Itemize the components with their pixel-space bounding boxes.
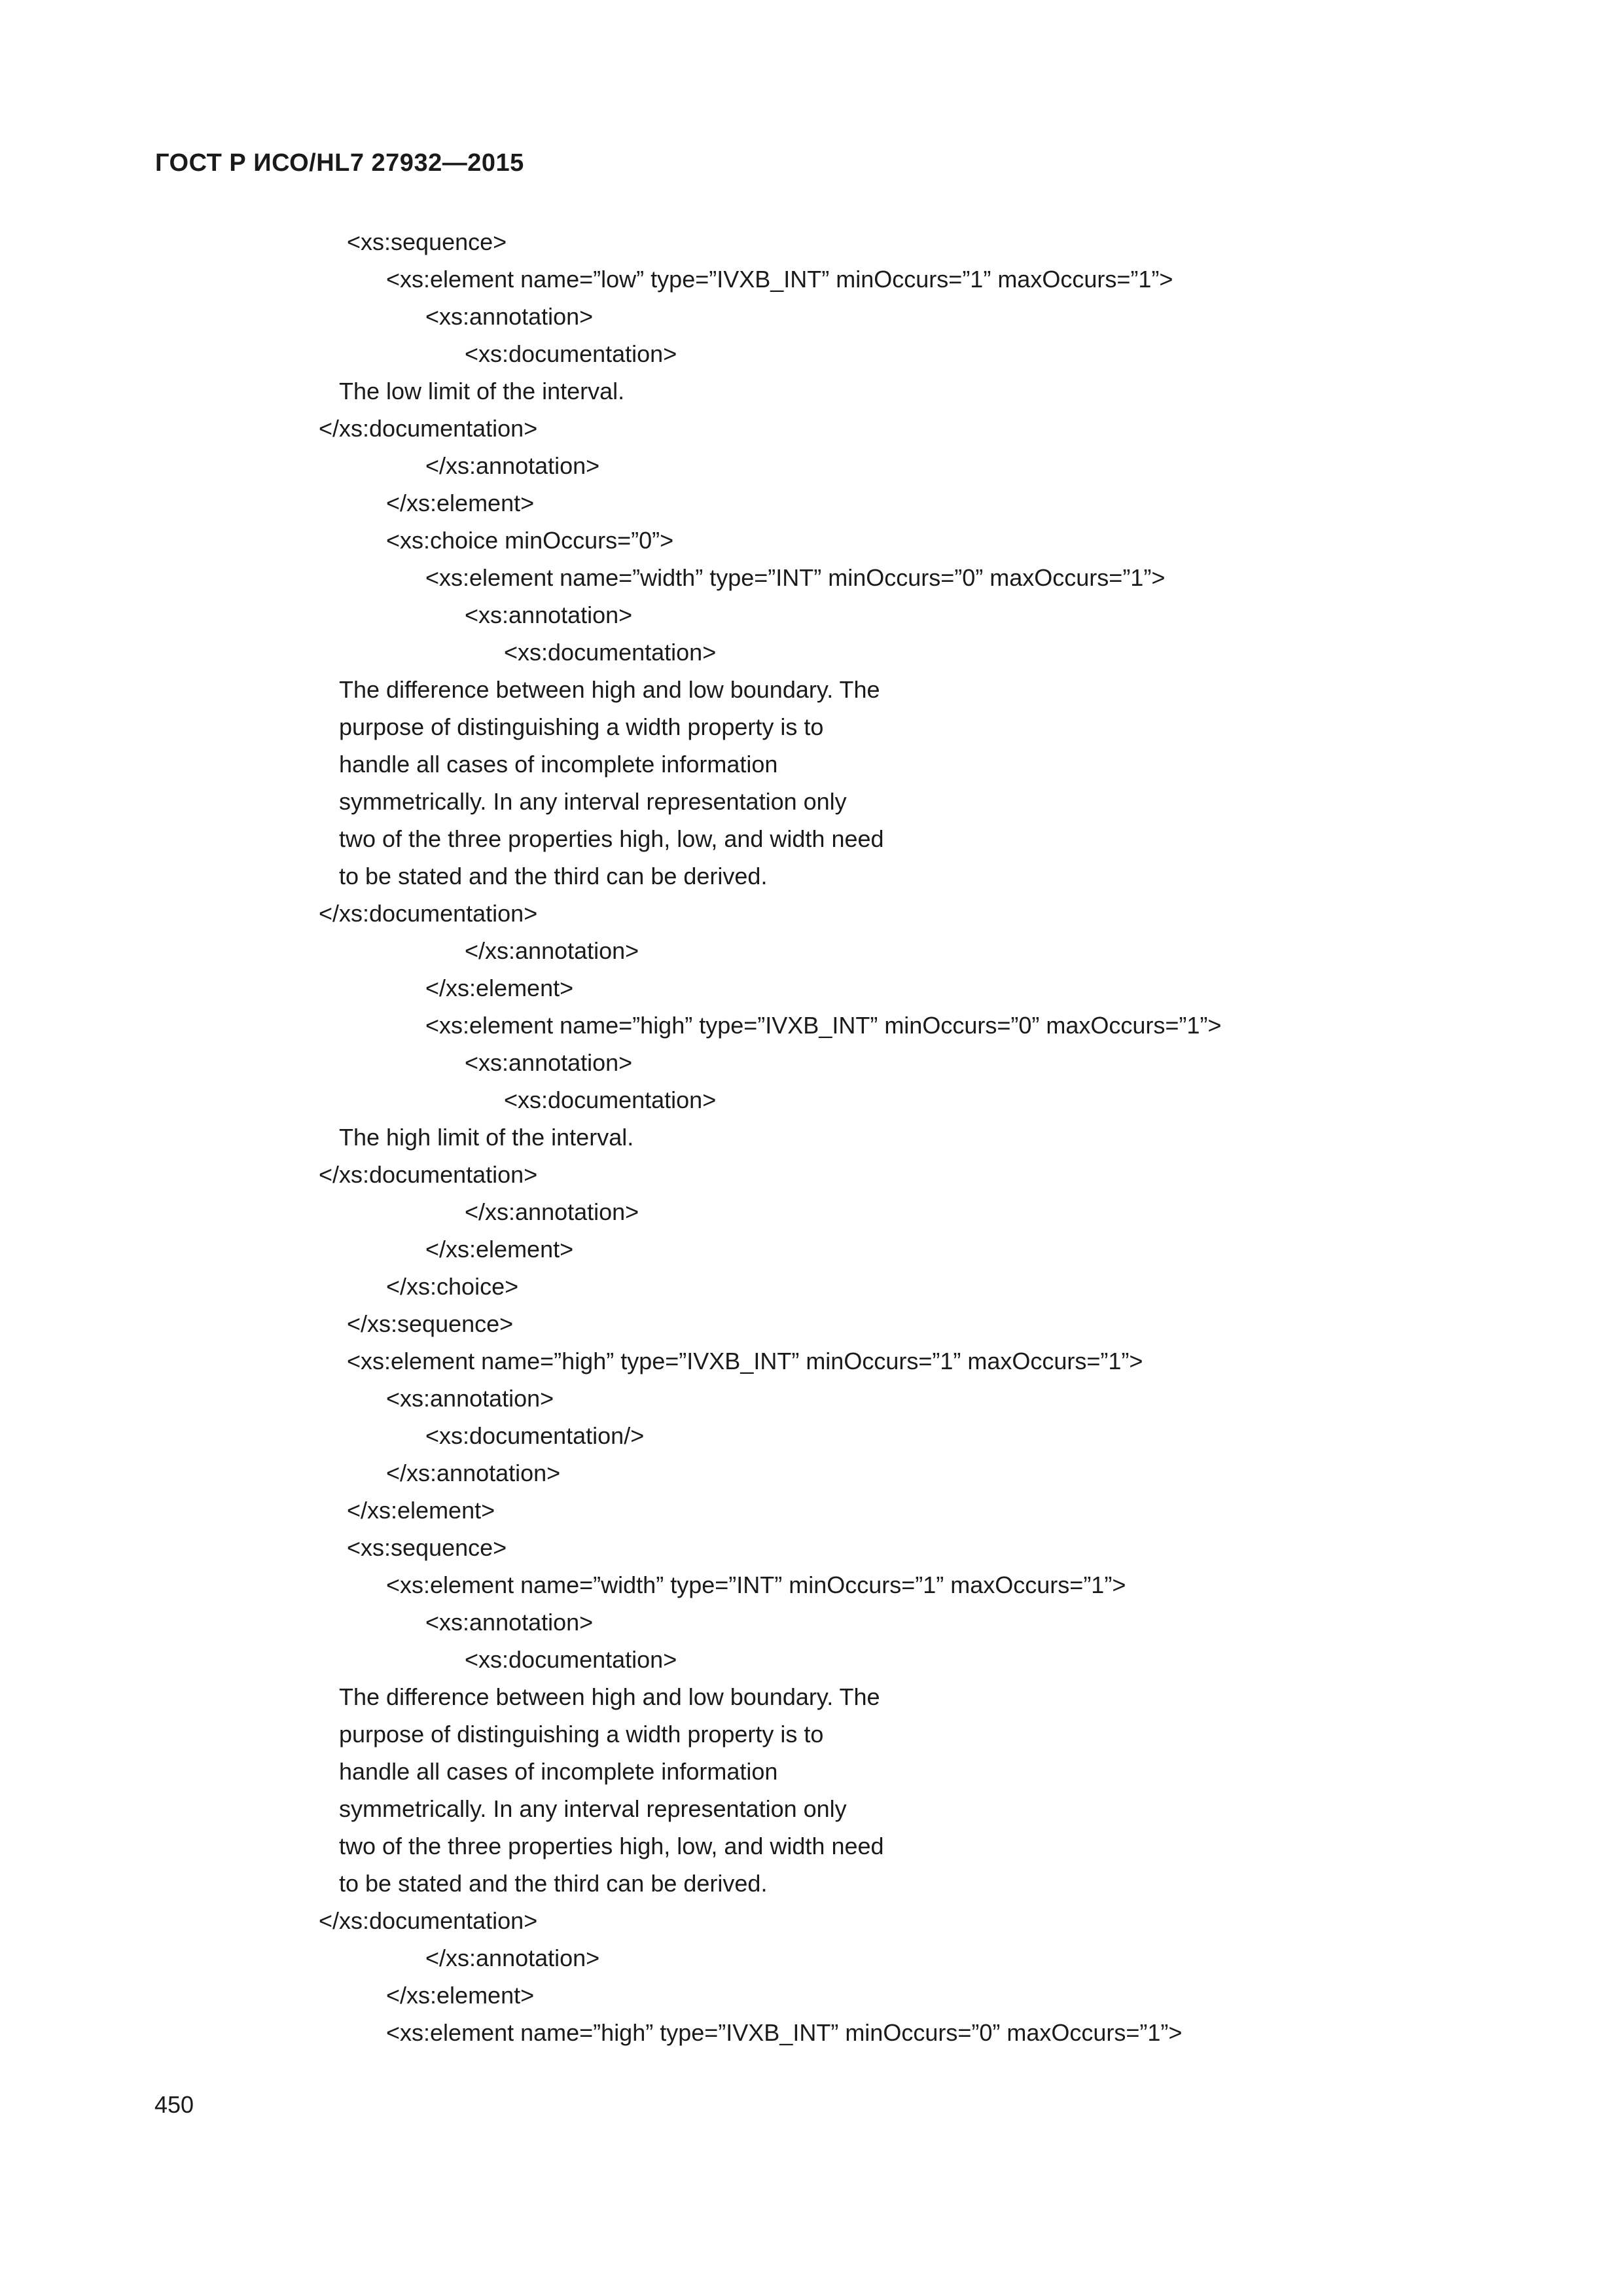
code-line: <xs:element name=”low” type=”IVXB_INT” minOccurs=”1” maxOccurs=”1”>	[386, 266, 1173, 293]
code-line: The difference between high and low boundary. The	[339, 1683, 880, 1710]
code-line: </xs:annotation>	[425, 1945, 600, 1971]
code-line: to be stated and the third can be derived.	[339, 1870, 768, 1897]
code-line: The high limit of the interval.	[339, 1124, 634, 1151]
code-line: <xs:element name=”width” type=”INT” minOccurs=”1” maxOccurs=”1”>	[386, 1571, 1126, 1598]
code-line: <xs:sequence>	[347, 228, 507, 255]
code-line: The low limit of the interval.	[339, 378, 625, 404]
code-line: <xs:element name=”high” type=”IVXB_INT” minOccurs=”1” maxOccurs=”1”>	[347, 1348, 1143, 1374]
code-line: </xs:annotation>	[465, 1198, 639, 1225]
code-line: <xs:element name=”high” type=”IVXB_INT” minOccurs=”0” maxOccurs=”1”>	[386, 2019, 1183, 2046]
code-line: <xs:documentation>	[504, 1086, 717, 1113]
code-line: <xs:annotation>	[465, 1049, 633, 1076]
code-line: </xs:documentation>	[319, 1907, 538, 1934]
code-line: to be stated and the third can be derived.	[339, 863, 768, 889]
code-line: <xs:element name=”high” type=”IVXB_INT” minOccurs=”0” maxOccurs=”1”>	[425, 1012, 1222, 1039]
page-number: 450	[154, 2091, 194, 2118]
code-line: two of the three properties high, low, and width need	[339, 825, 884, 852]
code-line: handle all cases of incomplete information	[339, 1758, 778, 1785]
code-line: </xs:element>	[386, 490, 535, 516]
code-line: </xs:documentation>	[319, 1161, 538, 1188]
page-header-title: ГОСТ Р ИСО/HL7 27932—2015	[155, 149, 524, 177]
code-line: two of the three properties high, low, and width need	[339, 1833, 884, 1859]
code-line: </xs:element>	[425, 975, 574, 1001]
code-line: <xs:sequence>	[347, 1534, 507, 1561]
code-line: <xs:documentation/>	[425, 1422, 645, 1449]
code-line: <xs:element name=”width” type=”INT” minOccurs=”0” maxOccurs=”1”>	[425, 564, 1166, 591]
code-line: </xs:sequence>	[347, 1310, 514, 1337]
code-line: </xs:annotation>	[465, 937, 639, 964]
code-line: The difference between high and low boundary. The	[339, 676, 880, 703]
code-line: <xs:choice minOccurs=”0”>	[386, 527, 674, 554]
code-line: </xs:choice>	[386, 1273, 519, 1300]
code-line: purpose of distinguishing a width property is to	[339, 1721, 824, 1748]
code-line: symmetrically. In any interval representation only	[339, 788, 847, 815]
code-line: symmetrically. In any interval representation only	[339, 1795, 847, 1822]
code-line: </xs:element>	[425, 1236, 574, 1263]
code-line: </xs:annotation>	[386, 1460, 561, 1486]
code-line: </xs:documentation>	[319, 900, 538, 927]
code-line: </xs:element>	[386, 1982, 535, 2009]
code-line: <xs:annotation>	[425, 1609, 594, 1636]
code-line: handle all cases of incomplete information	[339, 751, 778, 778]
code-line: <xs:documentation>	[465, 340, 677, 367]
code-line: <xs:documentation>	[465, 1646, 677, 1673]
code-line: <xs:annotation>	[386, 1385, 554, 1412]
code-line: </xs:element>	[347, 1497, 495, 1524]
code-line: <xs:annotation>	[465, 601, 633, 628]
code-line: <xs:documentation>	[504, 639, 717, 666]
code-line: <xs:annotation>	[425, 303, 594, 330]
code-line: </xs:documentation>	[319, 415, 538, 442]
code-line: purpose of distinguishing a width property is to	[339, 713, 824, 740]
code-line: </xs:annotation>	[425, 452, 600, 479]
